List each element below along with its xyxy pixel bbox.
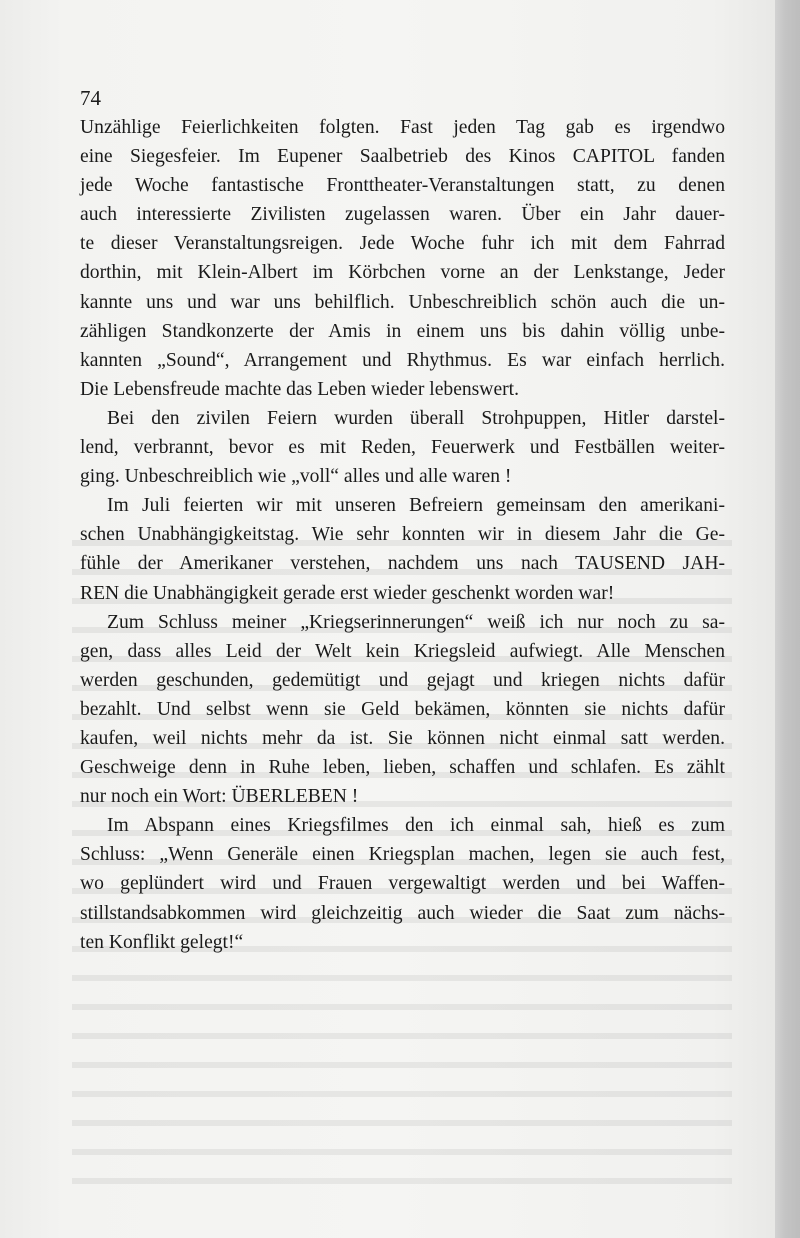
text-line: Die Lebensfreude machte das Leben wieder lebenswert. [80,378,520,400]
text-line: Im Abspann eines Kriegsfilmes den ich einmal sah, hieß es zum [107,815,725,837]
text-line: schen Unabhängigkeitstag. Wie sehr konnten wir in diesem Jahr die Ge- [80,524,725,546]
text-line: kannten „Sound“, Arrangement und Rhythmus. Es war einfach herrlich. [80,349,725,371]
text-line: te dieser Veranstaltungsreigen. Jede Woche fuhr ich mit dem Fahrrad [80,233,725,255]
text-line: Schluss: „Wenn Generäle einen Kriegsplan machen, legen sie auch fest, [80,844,725,866]
text-line: ging. Unbeschreiblich wie „voll“ alles und alle waren ! [80,466,512,488]
paragraph [80,491,725,607]
text-line: eine Siegesfeier. Im Eupener Saalbetrieb des Kinos CAPITOL fanden [80,146,725,168]
text-line: lend, verbrannt, bevor es mit Reden, Feuerwerk und Festbällen weiter- [80,437,725,459]
text-line: bezahlt. Und selbst wenn sie Geld bekämen, könnten sie nichts dafür [80,698,725,720]
text-line: kaufen, weil nichts mehr da ist. Sie können nicht einmal satt werden. [80,727,725,749]
text-line: Im Juli feierten wir mit unseren Befreiern gemeinsam den amerikani- [107,495,725,517]
page-number: 74 [80,86,101,110]
text-line: REN die Unabhängigkeit gerade erst wieder geschenkt worden war! [80,582,615,604]
text-line: werden geschunden, gedemütigt und gejagt und kriegen nichts dafür [80,669,725,691]
text-line: dorthin, mit Klein-Albert im Körbchen vorne an der Lenkstange, Jeder [80,262,725,284]
paragraph [80,113,725,404]
text-line: Bei den zivilen Feiern wurden überall Strohpuppen, Hitler darstel- [107,407,725,429]
text-line: Zum Schluss meiner „Kriegserinnerungen“ weiß ich nur noch zu sa- [107,611,725,633]
paragraph [80,404,725,491]
book-spine-shadow [775,0,800,1238]
text-line: auch interessierte Zivilisten zugelassen waren. Über ein Jahr dauer- [80,204,725,226]
text-line: wo geplündert wird und Frauen vergewaltigt werden und bei Waffen- [80,873,725,895]
text-line: jede Woche fantastische Fronttheater-Veranstaltungen statt, zu denen [80,175,725,197]
text-line: kannte uns und war uns behilflich. Unbeschreiblich schön auch die un- [80,291,725,313]
text-line: Unzählige Feierlichkeiten folgten. Fast jeden Tag gab es irgendwo [80,117,725,138]
text-line: zähligen Standkonzerte der Amis in einem uns bis dahin völlig unbe- [80,320,725,342]
text-line: Geschweige denn in Ruhe leben, lieben, schaffen und schlafen. Es zählt [80,757,725,779]
body-text [80,113,725,957]
text-line: fühle der Amerikaner verstehen, nachdem uns nach TAUSEND JAH- [80,553,725,575]
text-line: gen, dass alles Leid der Welt kein Kriegsleid aufwiegt. Alle Menschen [80,640,725,662]
text-line: stillstandsabkommen wird gleichzeitig auch wieder die Saat zum nächs- [80,902,725,924]
paragraph [80,608,725,812]
text-line: ten Konflikt gelegt!“ [80,931,244,953]
paragraph [80,811,725,956]
text-line: nur noch ein Wort: ÜBERLEBEN ! [80,786,359,808]
